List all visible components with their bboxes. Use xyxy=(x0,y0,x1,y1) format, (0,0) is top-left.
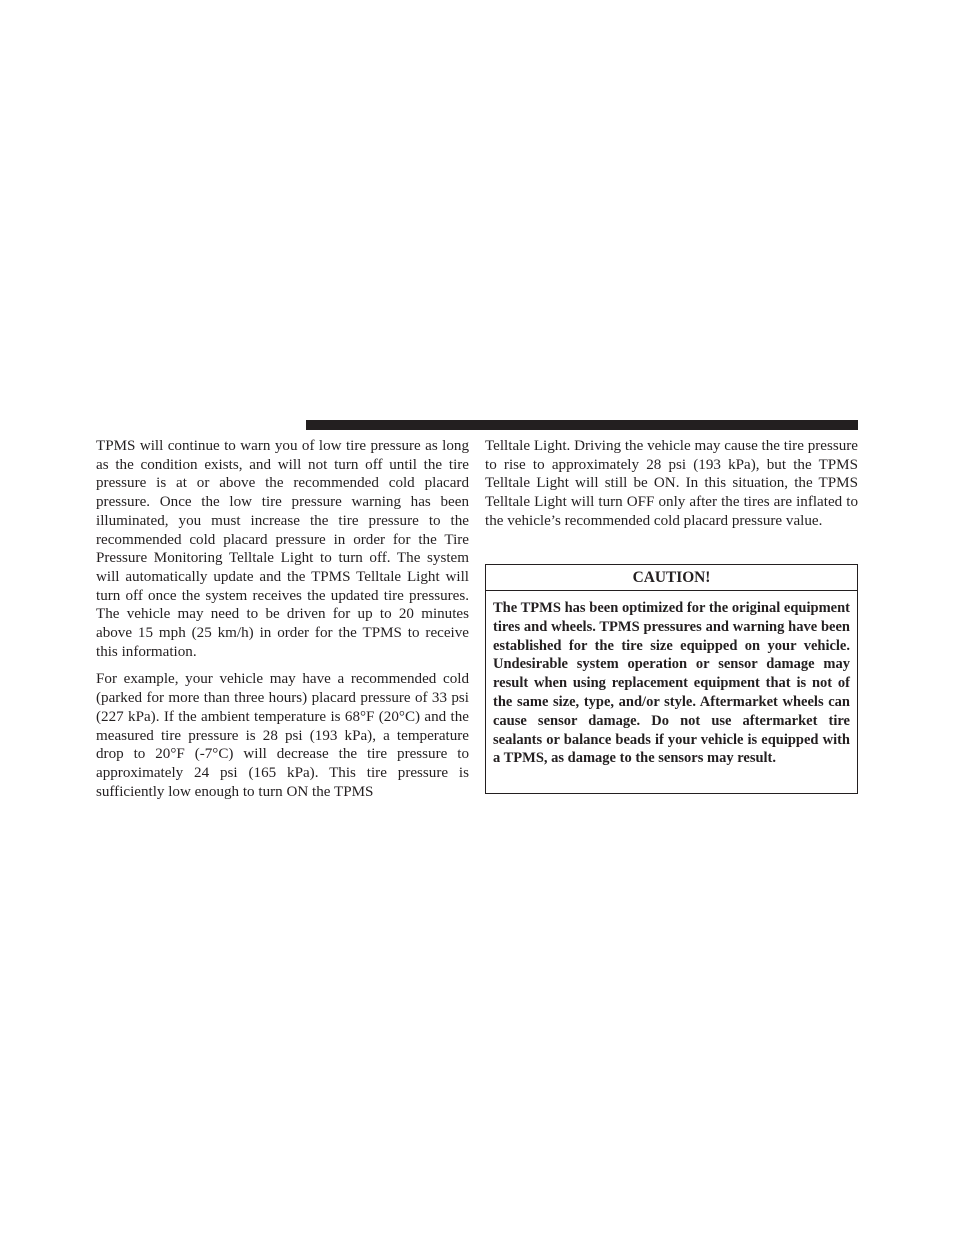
left-text-column xyxy=(96,437,469,801)
right-text-column xyxy=(485,437,858,531)
section-header-rule xyxy=(306,420,858,430)
paragraph-continuation: Telltale Light. Driving the vehicle may cause the tire pressure to rise to approximately 28 psi (193 kPa), but the TPMS Telltale Light will still be ON. In this situation, the TPMS Telltale Light will turn OFF only after the tires are inflated to the vehicle’s recommended cold placard pressure value. xyxy=(485,438,858,529)
paragraph-example: For example, your vehicle may have a recommended cold (parked for more than three hours) placard pressure of 33 psi (227 kPa). If the ambient temperature is 68°F (20°C) and the measured tire pressure is 28 psi (193 kPa), a temperature drop to 20°F (-7°C) will decrease the tire pressure to approximately 24 psi (165 kPa). This tire pressure is sufficiently low enough to turn ON the TPMS xyxy=(96,671,469,800)
paragraph-tpms-warning: TPMS will continue to warn you of low tire pressure as long as the condition exists, and will not turn off until the tire pressure is at or above the recommended cold placard pressure. Once the low tire pressure warning has been illuminated, you must increase the tire pressure to the recommended cold placard pressure in order for the Tire Pressure Monitoring Telltale Light to turn off. The system will automatically update and the TPMS Telltale Light will turn off once the system receives the updated tire pressures. The vehicle may need to be driven for up to 20 minutes above 15 mph (25 km/h) in order for the TPMS to receive this information. xyxy=(96,438,469,660)
caution-body: The TPMS has been optimized for the original equipment tires and wheels. TPMS pressures and warning have been established for the tire size equipped on your vehicle. Undesirable system operation or sensor damage may result when using replacement equipment that is not of the same size, type, and/or style. Aftermarket wheels can cause sensor damage. Do not use aftermarket tire sealants or balance beads if your vehicle is equipped with a TPMS, as damage to the sensors may result. xyxy=(493,600,850,767)
caution-title: CAUTION! xyxy=(486,565,857,591)
caution-box xyxy=(485,564,858,794)
